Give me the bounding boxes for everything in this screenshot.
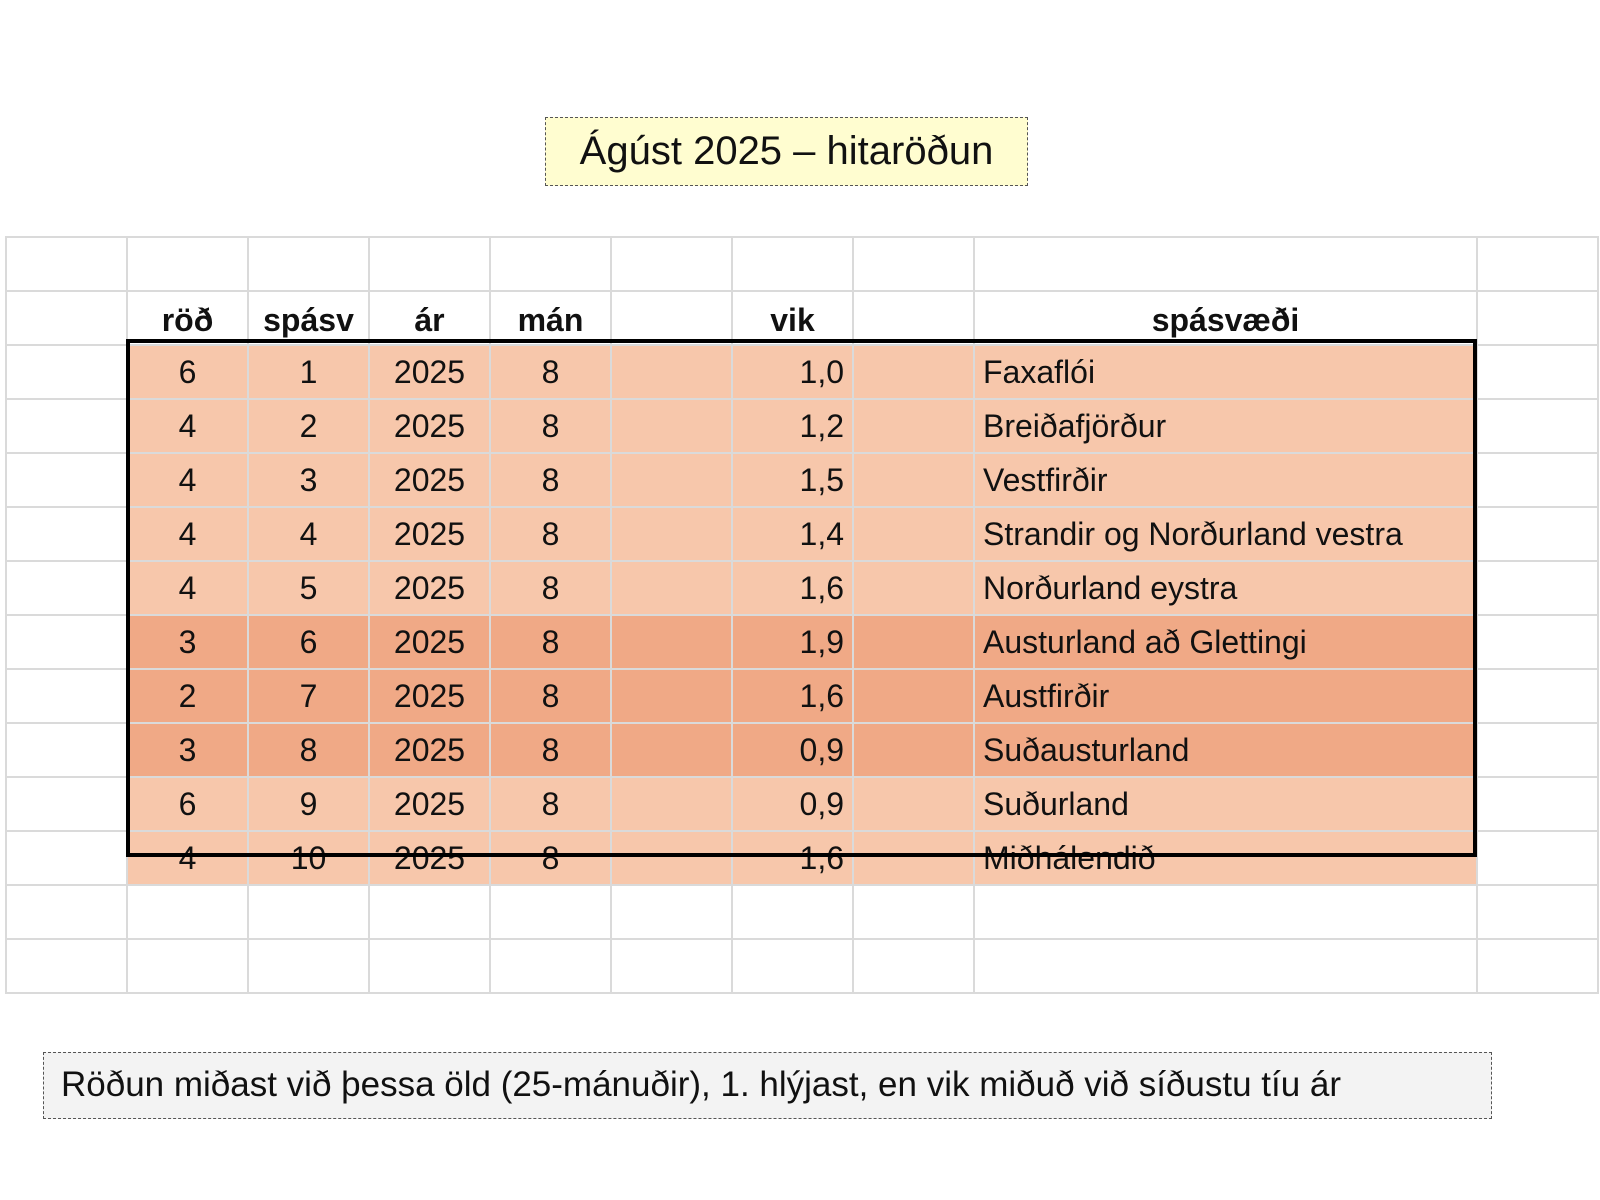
empty-cell[interactable] (853, 615, 974, 669)
empty-cell[interactable] (853, 399, 974, 453)
empty-cell[interactable] (611, 399, 732, 453)
empty-cell[interactable] (6, 561, 127, 615)
empty-cell[interactable] (6, 615, 127, 669)
month-cell[interactable]: 8 (490, 615, 611, 669)
empty-cell[interactable] (1477, 507, 1598, 561)
year-cell[interactable]: 2025 (369, 561, 490, 615)
empty-cell[interactable] (611, 777, 732, 831)
region-no-cell[interactable]: 8 (248, 723, 369, 777)
empty-cell[interactable] (1477, 777, 1598, 831)
region-cell[interactable]: Breiðafjörður (974, 399, 1477, 453)
empty-cell[interactable] (6, 777, 127, 831)
year-cell[interactable]: 2025 (369, 399, 490, 453)
empty-cell[interactable] (611, 723, 732, 777)
empty-cell[interactable] (974, 939, 1477, 993)
table-row (6, 831, 1598, 885)
rank-cell[interactable]: 4 (127, 453, 248, 507)
deviation-cell[interactable]: 1,9 (732, 615, 853, 669)
empty-cell[interactable] (853, 507, 974, 561)
empty-cell[interactable] (490, 237, 611, 291)
empty-cell[interactable] (611, 453, 732, 507)
empty-cell[interactable] (127, 885, 248, 939)
empty-row (6, 237, 1598, 291)
empty-cell[interactable] (127, 939, 248, 993)
empty-cell[interactable] (853, 345, 974, 399)
table-row (6, 669, 1598, 723)
region-cell[interactable]: Austfirðir (974, 669, 1477, 723)
rank-cell[interactable]: 4 (127, 399, 248, 453)
month-cell[interactable]: 8 (490, 345, 611, 399)
empty-cell[interactable] (974, 885, 1477, 939)
year-cell[interactable]: 2025 (369, 615, 490, 669)
column-header-region[interactable]: spásvæði (974, 291, 1477, 345)
empty-cell[interactable] (974, 237, 1477, 291)
header-row (6, 291, 1598, 345)
empty-cell[interactable] (6, 723, 127, 777)
empty-cell[interactable] (853, 237, 974, 291)
empty-cell[interactable] (853, 939, 974, 993)
column-header-year[interactable]: ár (369, 291, 490, 345)
region-no-cell[interactable]: 10 (248, 831, 369, 885)
month-cell[interactable]: 8 (490, 669, 611, 723)
month-cell[interactable]: 8 (490, 399, 611, 453)
year-cell[interactable]: 2025 (369, 831, 490, 885)
region-no-cell[interactable]: 1 (248, 345, 369, 399)
empty-cell[interactable] (6, 345, 127, 399)
empty-cell[interactable] (127, 237, 248, 291)
table-row (6, 561, 1598, 615)
region-no-cell[interactable]: 3 (248, 453, 369, 507)
page-title: Ágúst 2025 – hitaröðun (545, 117, 1028, 186)
empty-cell[interactable] (732, 939, 853, 993)
month-cell[interactable]: 8 (490, 453, 611, 507)
deviation-cell[interactable]: 0,9 (732, 723, 853, 777)
region-no-cell[interactable]: 7 (248, 669, 369, 723)
rank-cell[interactable]: 6 (127, 345, 248, 399)
table-row (6, 777, 1598, 831)
table-row (6, 507, 1598, 561)
empty-cell[interactable] (611, 291, 732, 345)
year-cell[interactable]: 2025 (369, 723, 490, 777)
empty-row (6, 885, 1598, 939)
footnote: Röðun miðast við þessa öld (25-mánuðir), 1. hlýjast, en vik miðuð við síðustu tíu ár (43, 1052, 1492, 1119)
region-cell[interactable]: Faxaflói (974, 345, 1477, 399)
empty-cell[interactable] (611, 507, 732, 561)
table-row (6, 723, 1598, 777)
region-cell[interactable]: Miðhálendið (974, 831, 1477, 885)
empty-cell[interactable] (6, 237, 127, 291)
empty-cell[interactable] (1477, 939, 1598, 993)
empty-cell[interactable] (1477, 399, 1598, 453)
region-cell[interactable]: Suðausturland (974, 723, 1477, 777)
rank-cell[interactable]: 6 (127, 777, 248, 831)
month-cell[interactable]: 8 (490, 561, 611, 615)
year-cell[interactable]: 2025 (369, 507, 490, 561)
deviation-cell[interactable]: 1,4 (732, 507, 853, 561)
table-row (6, 453, 1598, 507)
rank-cell[interactable]: 2 (127, 669, 248, 723)
empty-cell[interactable] (611, 237, 732, 291)
column-header-deviation[interactable]: vik (732, 291, 853, 345)
empty-cell[interactable] (1477, 561, 1598, 615)
empty-cell[interactable] (248, 939, 369, 993)
empty-cell[interactable] (611, 615, 732, 669)
empty-cell[interactable] (369, 237, 490, 291)
empty-cell[interactable] (853, 291, 974, 345)
empty-cell[interactable] (1477, 237, 1598, 291)
empty-cell[interactable] (853, 723, 974, 777)
year-cell[interactable]: 2025 (369, 453, 490, 507)
empty-cell[interactable] (248, 885, 369, 939)
empty-cell[interactable] (611, 885, 732, 939)
empty-cell[interactable] (853, 777, 974, 831)
rank-cell[interactable]: 4 (127, 831, 248, 885)
empty-cell[interactable] (611, 669, 732, 723)
deviation-cell[interactable]: 1,5 (732, 453, 853, 507)
empty-cell[interactable] (1477, 831, 1598, 885)
empty-cell[interactable] (853, 831, 974, 885)
column-header-rank[interactable]: röð (127, 291, 248, 345)
empty-cell[interactable] (490, 939, 611, 993)
empty-cell[interactable] (248, 237, 369, 291)
column-header-month[interactable]: mán (490, 291, 611, 345)
region-cell[interactable]: Norðurland eystra (974, 561, 1477, 615)
rank-cell[interactable]: 4 (127, 507, 248, 561)
deviation-cell[interactable]: 1,6 (732, 561, 853, 615)
empty-cell[interactable] (6, 885, 127, 939)
empty-cell[interactable] (611, 831, 732, 885)
deviation-cell[interactable]: 1,2 (732, 399, 853, 453)
region-cell[interactable]: Vestfirðir (974, 453, 1477, 507)
region-cell[interactable]: Strandir og Norðurland vestra (974, 507, 1477, 561)
empty-cell[interactable] (6, 939, 127, 993)
month-cell[interactable]: 8 (490, 723, 611, 777)
empty-cell[interactable] (611, 939, 732, 993)
rank-cell[interactable]: 4 (127, 561, 248, 615)
region-cell[interactable]: Austurland að Glettingi (974, 615, 1477, 669)
empty-cell[interactable] (1477, 723, 1598, 777)
empty-cell[interactable] (853, 453, 974, 507)
empty-cell[interactable] (6, 399, 127, 453)
empty-cell[interactable] (6, 507, 127, 561)
year-cell[interactable]: 2025 (369, 669, 490, 723)
deviation-cell[interactable]: 1,6 (732, 669, 853, 723)
empty-cell[interactable] (853, 669, 974, 723)
empty-cell[interactable] (853, 885, 974, 939)
empty-cell[interactable] (611, 345, 732, 399)
empty-cell[interactable] (732, 237, 853, 291)
region-no-cell[interactable]: 2 (248, 399, 369, 453)
year-cell[interactable]: 2025 (369, 777, 490, 831)
empty-cell[interactable] (611, 561, 732, 615)
rank-cell[interactable]: 3 (127, 723, 248, 777)
spreadsheet-grid (5, 236, 1599, 994)
empty-cell[interactable] (6, 453, 127, 507)
region-no-cell[interactable]: 9 (248, 777, 369, 831)
empty-cell[interactable] (1477, 615, 1598, 669)
region-no-cell[interactable]: 5 (248, 561, 369, 615)
table-row (6, 615, 1598, 669)
empty-cell[interactable] (490, 885, 611, 939)
empty-cell[interactable] (6, 291, 127, 345)
empty-cell[interactable] (1477, 885, 1598, 939)
empty-cell[interactable] (6, 669, 127, 723)
deviation-cell[interactable]: 0,9 (732, 777, 853, 831)
region-cell[interactable]: Suðurland (974, 777, 1477, 831)
month-cell[interactable]: 8 (490, 831, 611, 885)
rank-cell[interactable]: 3 (127, 615, 248, 669)
region-no-cell[interactable]: 6 (248, 615, 369, 669)
empty-cell[interactable] (369, 885, 490, 939)
deviation-cell[interactable]: 1,6 (732, 831, 853, 885)
column-header-region-no[interactable]: spásv (248, 291, 369, 345)
table-row (6, 399, 1598, 453)
empty-cell[interactable] (1477, 345, 1598, 399)
region-no-cell[interactable]: 4 (248, 507, 369, 561)
empty-cell[interactable] (369, 939, 490, 993)
empty-cell[interactable] (1477, 453, 1598, 507)
year-cell[interactable]: 2025 (369, 345, 490, 399)
deviation-cell[interactable]: 1,0 (732, 345, 853, 399)
empty-cell[interactable] (1477, 291, 1598, 345)
empty-cell[interactable] (1477, 669, 1598, 723)
table-row (6, 345, 1598, 399)
month-cell[interactable]: 8 (490, 507, 611, 561)
empty-cell[interactable] (6, 831, 127, 885)
empty-cell[interactable] (732, 885, 853, 939)
month-cell[interactable]: 8 (490, 777, 611, 831)
empty-cell[interactable] (853, 561, 974, 615)
empty-row (6, 939, 1598, 993)
